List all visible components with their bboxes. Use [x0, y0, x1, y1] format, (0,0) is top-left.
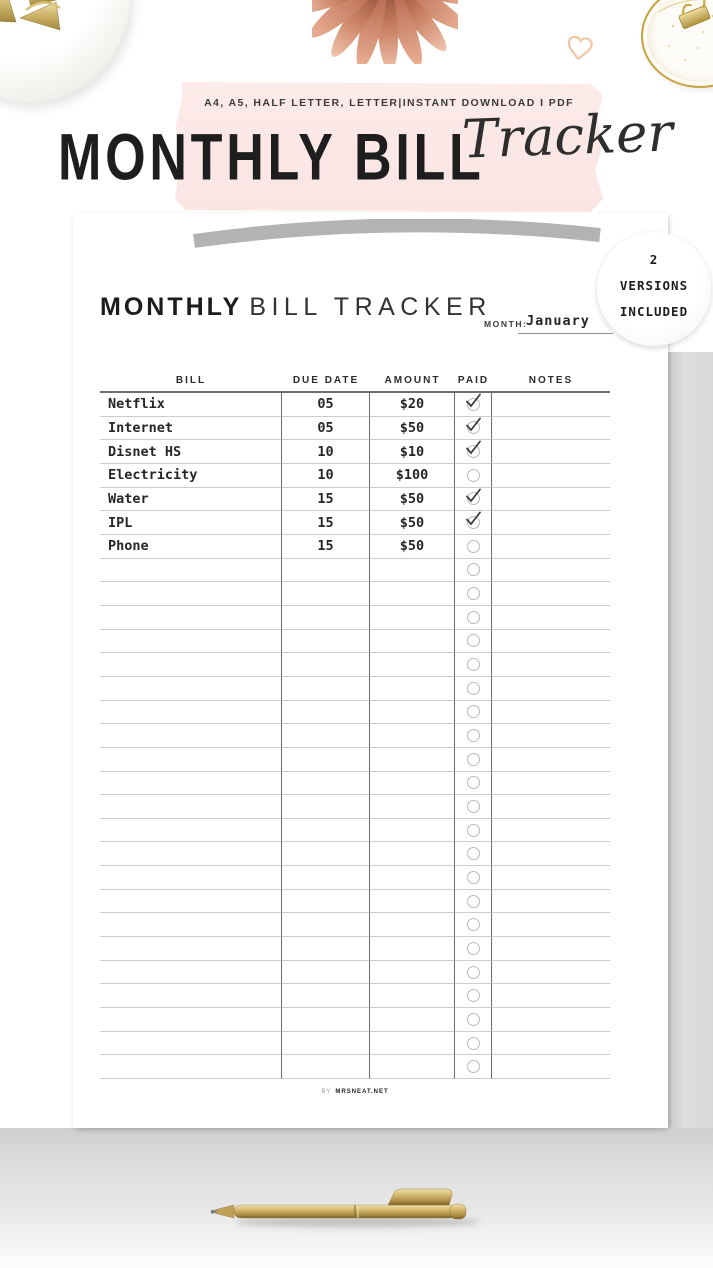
- amount-cell: [370, 961, 455, 985]
- notes-cell: [492, 819, 610, 843]
- bill-cell: [100, 984, 282, 1008]
- amount-cell: [370, 842, 455, 866]
- paid-cell: [455, 511, 492, 535]
- notes-cell: [492, 535, 610, 559]
- paid-cell: [455, 630, 492, 654]
- amount-cell: [370, 630, 455, 654]
- due-date-cell: 05: [282, 393, 370, 417]
- due-date-cell: [282, 866, 370, 890]
- paid-cell: [455, 772, 492, 796]
- paid-cell: [455, 724, 492, 748]
- notes-cell: [492, 582, 610, 606]
- notes-cell: [492, 701, 610, 725]
- binder-clips-bowl-image: [0, 0, 130, 102]
- notes-cell: [492, 417, 610, 441]
- page-title-light: BILL TRACKER: [249, 293, 492, 321]
- notes-cell: [492, 393, 610, 417]
- amount-cell: [370, 1032, 455, 1056]
- badge-line-1: 2: [649, 252, 659, 267]
- paid-circle: [467, 587, 480, 600]
- notes-cell: [492, 1055, 610, 1079]
- amount-cell: [370, 937, 455, 961]
- paid-cell: [455, 748, 492, 772]
- amount-cell: [370, 890, 455, 914]
- paid-circle: [467, 1037, 480, 1050]
- due-date-cell: [282, 1032, 370, 1056]
- amount-cell: [370, 653, 455, 677]
- notes-cell: [492, 748, 610, 772]
- banner-subtitle: A4, A5, HALF LETTER, LETTER|INSTANT DOWNLOAD I PDF: [204, 97, 574, 109]
- amount-cell: $50: [370, 488, 455, 512]
- gold-binder-clip-icon: [672, 0, 713, 38]
- notes-cell: [492, 890, 610, 914]
- check-icon: [465, 417, 482, 432]
- paid-cell: [455, 701, 492, 725]
- bill-cell: [100, 606, 282, 630]
- paid-cell: [455, 677, 492, 701]
- notes-cell: [492, 440, 610, 464]
- notes-cell: [492, 630, 610, 654]
- amount-cell: $10: [370, 440, 455, 464]
- paid-cell: [455, 417, 492, 441]
- footer-credit-site: MRSNEAT.NET: [335, 1089, 389, 1095]
- amount-cell: [370, 559, 455, 583]
- notes-cell: [492, 1008, 610, 1032]
- palm-leaf-image: [312, 0, 458, 64]
- bill-cell: [100, 772, 282, 796]
- paid-circle: [467, 966, 480, 979]
- paid-circle: [467, 895, 480, 908]
- bill-cell: [100, 1008, 282, 1032]
- bill-cell: [100, 937, 282, 961]
- due-date-cell: [282, 1055, 370, 1079]
- check-icon: [465, 440, 482, 455]
- bill-cell: [100, 961, 282, 985]
- due-date-cell: [282, 630, 370, 654]
- bill-cell: [100, 890, 282, 914]
- due-date-cell: [282, 937, 370, 961]
- bill-cell: [100, 1055, 282, 1079]
- notes-cell: [492, 866, 610, 890]
- bill-cell: Electricity: [100, 464, 282, 488]
- bill-cell: [100, 866, 282, 890]
- badge-line-3: INCLUDED: [619, 304, 689, 319]
- paid-cell: [455, 440, 492, 464]
- amount-cell: [370, 724, 455, 748]
- paid-cell: [455, 795, 492, 819]
- paid-circle: [467, 1013, 480, 1026]
- due-date-cell: [282, 772, 370, 796]
- notes-cell: [492, 842, 610, 866]
- amount-cell: $100: [370, 464, 455, 488]
- paid-circle: [467, 871, 480, 884]
- due-date-cell: 15: [282, 511, 370, 535]
- amount-cell: [370, 677, 455, 701]
- gold-pen-image: [210, 1180, 480, 1240]
- paid-cell: [455, 984, 492, 1008]
- notes-cell: [492, 464, 610, 488]
- notes-cell: [492, 653, 610, 677]
- paid-circle: [467, 1060, 480, 1073]
- due-date-cell: 15: [282, 488, 370, 512]
- table-header: [100, 375, 610, 386]
- paid-cell: [455, 535, 492, 559]
- notes-cell: [492, 961, 610, 985]
- bill-cell: [100, 724, 282, 748]
- amount-cell: [370, 701, 455, 725]
- amount-cell: $50: [370, 535, 455, 559]
- paid-cell: [455, 937, 492, 961]
- bill-cell: [100, 842, 282, 866]
- paid-circle: [467, 540, 480, 553]
- month-label: MONTH:: [484, 319, 528, 329]
- amount-cell: [370, 748, 455, 772]
- versions-badge: [597, 232, 711, 346]
- bill-cell: [100, 819, 282, 843]
- paid-cell: [455, 866, 492, 890]
- due-date-cell: 05: [282, 417, 370, 441]
- notes-cell: [492, 677, 610, 701]
- due-date-cell: [282, 890, 370, 914]
- paid-cell: [455, 1032, 492, 1056]
- paid-cell: [455, 606, 492, 630]
- paid-cell: [455, 393, 492, 417]
- notes-cell: [492, 1032, 610, 1056]
- due-date-cell: 10: [282, 464, 370, 488]
- paid-circle: [467, 729, 480, 742]
- paid-circle: [467, 989, 480, 1002]
- paid-circle: [467, 611, 480, 624]
- due-date-cell: 15: [282, 535, 370, 559]
- notes-cell: [492, 606, 610, 630]
- paid-circle: [467, 800, 480, 813]
- page-title: [100, 294, 492, 321]
- check-icon: [465, 488, 482, 503]
- heart-icon: [564, 33, 594, 63]
- due-date-cell: [282, 606, 370, 630]
- banner-title: MONTHLY BILL: [58, 119, 485, 194]
- footer-credit: [100, 1089, 610, 1095]
- gold-clips-graphic: [0, 0, 130, 102]
- paid-cell: [455, 890, 492, 914]
- header-due-date: DUE DATE: [292, 375, 360, 386]
- header-notes: NOTES: [528, 375, 574, 386]
- paid-circle: [467, 942, 480, 955]
- header-bill: BILL: [175, 375, 207, 386]
- bill-cell: [100, 677, 282, 701]
- desk-surface-right: [668, 352, 713, 1128]
- amount-cell: [370, 1055, 455, 1079]
- due-date-cell: [282, 653, 370, 677]
- paid-cell: [455, 913, 492, 937]
- paid-circle: [467, 776, 480, 789]
- amount-cell: [370, 606, 455, 630]
- notes-cell: [492, 724, 610, 748]
- paid-circle: [467, 705, 480, 718]
- amount-cell: [370, 1008, 455, 1032]
- bill-cell: [100, 748, 282, 772]
- paid-circle: [467, 658, 480, 671]
- paid-circle: [467, 918, 480, 931]
- due-date-cell: [282, 984, 370, 1008]
- bill-cell: Disnet HS: [100, 440, 282, 464]
- badge-line-2: VERSIONS: [619, 278, 689, 293]
- paid-cell: [455, 1008, 492, 1032]
- header-paid: PAID: [457, 375, 490, 386]
- bill-cell: Internet: [100, 417, 282, 441]
- page-title-bold: MONTHLY: [100, 293, 243, 321]
- notes-cell: [492, 795, 610, 819]
- bill-cell: IPL: [100, 511, 282, 535]
- amount-cell: $50: [370, 417, 455, 441]
- month-value: January: [526, 313, 590, 329]
- amount-cell: [370, 772, 455, 796]
- notes-cell: [492, 488, 610, 512]
- due-date-cell: [282, 819, 370, 843]
- due-date-cell: [282, 582, 370, 606]
- bill-cell: Water: [100, 488, 282, 512]
- bill-cell: [100, 582, 282, 606]
- paid-cell: [455, 488, 492, 512]
- bill-cell: Netflix: [100, 393, 282, 417]
- due-date-cell: [282, 701, 370, 725]
- paid-circle: [467, 847, 480, 860]
- amount-cell: [370, 866, 455, 890]
- paid-cell: [455, 819, 492, 843]
- check-icon: [465, 393, 482, 408]
- brush-stroke-shadow: [188, 219, 606, 253]
- paid-cell: [455, 653, 492, 677]
- amount-cell: [370, 582, 455, 606]
- notes-cell: [492, 772, 610, 796]
- bill-cell: [100, 653, 282, 677]
- bill-cell: Phone: [100, 535, 282, 559]
- paid-circle: [467, 824, 480, 837]
- due-date-cell: [282, 961, 370, 985]
- check-icon: [465, 511, 482, 526]
- paid-circle: [467, 469, 480, 482]
- due-date-cell: [282, 1008, 370, 1032]
- bill-cell: [100, 701, 282, 725]
- due-date-cell: [282, 677, 370, 701]
- bill-cell: [100, 795, 282, 819]
- due-date-cell: [282, 842, 370, 866]
- notes-cell: [492, 937, 610, 961]
- due-date-cell: [282, 724, 370, 748]
- banner-title-script: Tracker: [460, 102, 674, 171]
- notes-cell: [492, 511, 610, 535]
- paid-cell: [455, 842, 492, 866]
- paid-cell: [455, 961, 492, 985]
- bill-cell: [100, 913, 282, 937]
- paid-cell: [455, 464, 492, 488]
- month-underline: [518, 333, 613, 334]
- bill-cell: [100, 1032, 282, 1056]
- paid-cell: [455, 1055, 492, 1079]
- bill-cell: [100, 559, 282, 583]
- notes-cell: [492, 913, 610, 937]
- paid-circle: [467, 682, 480, 695]
- due-date-cell: [282, 559, 370, 583]
- notes-cell: [492, 984, 610, 1008]
- notes-cell: [492, 559, 610, 583]
- footer-credit-by: BY: [321, 1089, 332, 1095]
- paid-cell: [455, 582, 492, 606]
- due-date-cell: 10: [282, 440, 370, 464]
- due-date-cell: [282, 748, 370, 772]
- paid-circle: [467, 563, 480, 576]
- amount-cell: [370, 819, 455, 843]
- amount-cell: [370, 795, 455, 819]
- header-amount: AMOUNT: [384, 375, 441, 386]
- amount-cell: [370, 984, 455, 1008]
- amount-cell: $20: [370, 393, 455, 417]
- paid-circle: [467, 634, 480, 647]
- bill-cell: [100, 630, 282, 654]
- paid-circle: [467, 753, 480, 766]
- due-date-cell: [282, 913, 370, 937]
- table-body: [100, 391, 610, 1079]
- paid-cell: [455, 559, 492, 583]
- amount-cell: [370, 913, 455, 937]
- amount-cell: $50: [370, 511, 455, 535]
- due-date-cell: [282, 795, 370, 819]
